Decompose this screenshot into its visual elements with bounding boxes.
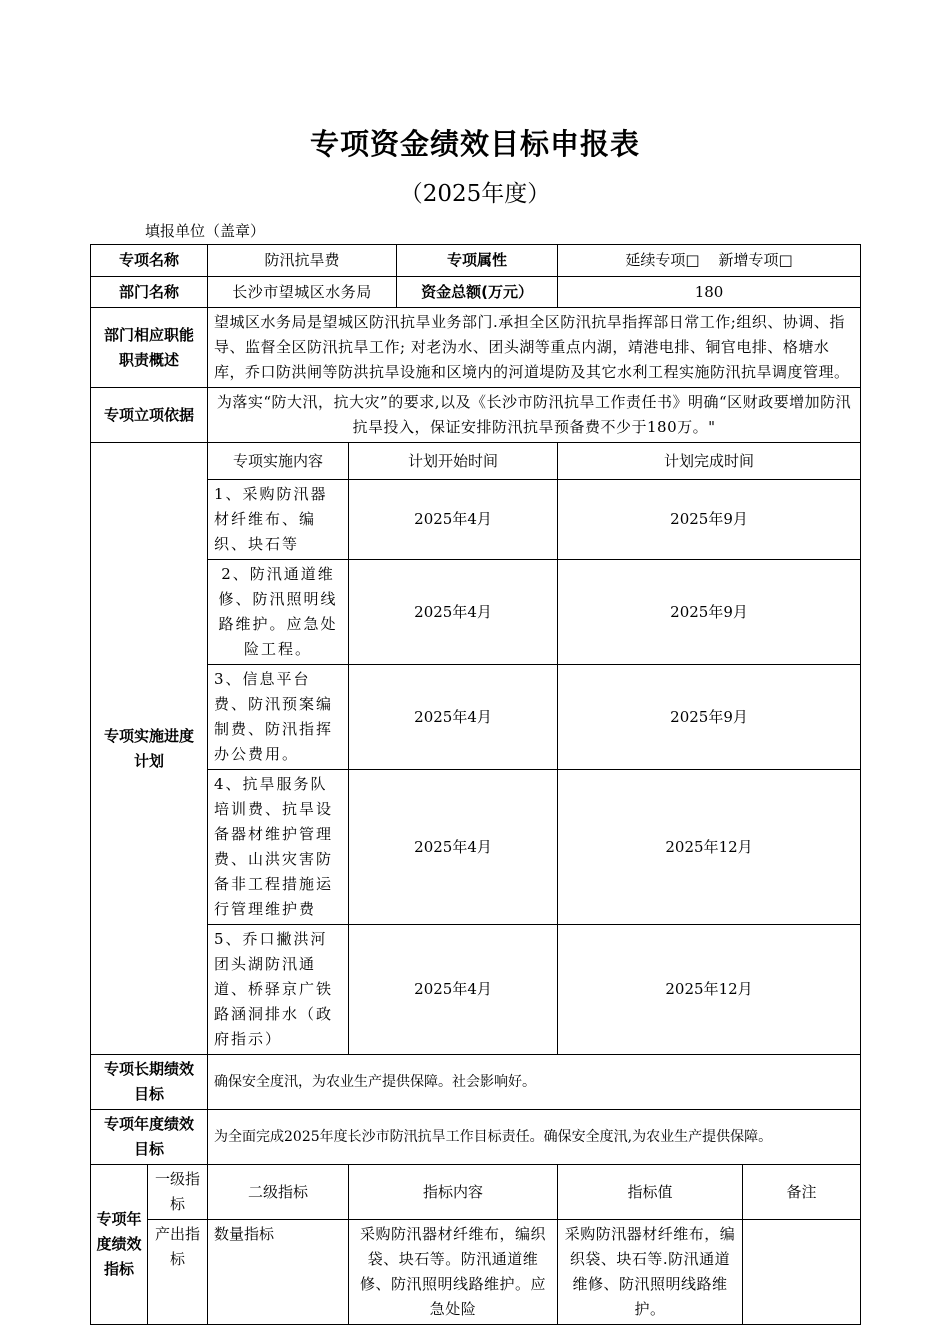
long-goal-label: 专项长期绩效目标 (91, 1055, 208, 1110)
schedule-header-end: 计划完成时间 (558, 443, 861, 480)
indicator-label: 专项年度绩效指标 (91, 1165, 148, 1325)
long-goal-row (91, 1055, 861, 1110)
annual-goal-row (91, 1110, 861, 1165)
department-value: 长沙市望城区水务局 (208, 277, 397, 308)
duty-label: 部门相应职能职责概述 (91, 308, 208, 388)
annual-goal-text: 为全面完成2025年度长沙市防汛抗旱工作目标责任。确保安全度汛,为农业生产提供保障。 (208, 1110, 861, 1165)
duty-row (91, 308, 861, 388)
indicator-header-level2: 二级指标 (208, 1165, 349, 1220)
department-label: 部门名称 (91, 277, 208, 308)
department-row (91, 277, 861, 308)
schedule-start: 2025年4月 (349, 770, 558, 925)
schedule-start: 2025年4月 (349, 480, 558, 560)
project-attribute-label: 专项属性 (397, 245, 558, 277)
schedule-header-content: 专项实施内容 (208, 443, 349, 480)
schedule-content: 3、信息平台费、防汛预案编制费、防汛指挥办公费用。 (208, 665, 349, 770)
performance-target-table (90, 244, 861, 1325)
project-name-label: 专项名称 (91, 245, 208, 277)
indicator-header-level1: 一级指标 (148, 1165, 208, 1220)
indicator-note (743, 1220, 861, 1325)
basis-row (91, 388, 861, 443)
schedule-end: 2025年9月 (558, 665, 861, 770)
schedule-header-row (91, 443, 861, 480)
indicator-value: 采购防汛器材纤维布，编织袋、块石等.防汛通道维修、防汛照明线路维护。 (558, 1220, 743, 1325)
indicator-row (91, 1220, 861, 1325)
schedule-end: 2025年9月 (558, 480, 861, 560)
schedule-end: 2025年9月 (558, 560, 861, 665)
indicator-header-content: 指标内容 (349, 1165, 558, 1220)
schedule-content: 5、乔口撇洪河团头湖防汛通道、桥驿京广铁路涵洞排水（政府指示） (208, 925, 349, 1055)
year-subtitle: （2025年度） (399, 181, 551, 207)
project-name-value: 防汛抗旱费 (208, 245, 397, 277)
indicator-level2: 数量指标 (208, 1220, 349, 1325)
schedule-end: 2025年12月 (558, 925, 861, 1055)
indicator-header-row (91, 1165, 861, 1220)
project-attribute-value: 延续专项□ 新增专项□ (558, 245, 861, 277)
schedule-end: 2025年12月 (558, 770, 861, 925)
duty-text: 望城区水务局是望城区防汛抗旱业务部门.承担全区防汛抗旱指挥部日常工作;组织、协调、指导、监督全区防汛抗旱工作; 对老沩水、团头湖等重点内湖，靖港电排、铜官电排、格塘水库，乔口防洪闸等防洪抗旱设施和区境内的河道堤防及其它水利工程实施防汛抗旱调度管理。 (208, 308, 861, 388)
page-title: 专项资金绩效目标申报表 (309, 127, 640, 161)
fund-total-value: 180 (558, 277, 861, 308)
indicator-header-note: 备注 (743, 1165, 861, 1220)
basis-text: 为落实“防大汛，抗大灾”的要求,以及《长沙市防汛抗旱工作责任书》明确“区财政要增加防汛抗旱投入，保证安排防汛抗旱预备费不少于180万。" (208, 388, 861, 443)
project-row (91, 245, 861, 277)
filling-unit-label: 填报单位（盖章） (145, 222, 266, 240)
schedule-start: 2025年4月 (349, 925, 558, 1055)
schedule-header-start: 计划开始时间 (349, 443, 558, 480)
schedule-label: 专项实施进度计划 (91, 443, 208, 1055)
indicator-content: 采购防汛器材纤维布，编织袋、块石等。防汛通道维修、防汛照明线路维护。应急处险 (349, 1220, 558, 1325)
schedule-start: 2025年4月 (349, 665, 558, 770)
long-goal-text: 确保安全度汛，为农业生产提供保障。社会影响好。 (208, 1055, 861, 1110)
schedule-content: 2、防汛通道维修、防汛照明线路维护。应急处险工程。 (208, 560, 349, 665)
schedule-content: 4、抗旱服务队培训费、抗旱设备器材维护管理费、山洪灾害防备非工程措施运行管理维护费 (208, 770, 349, 925)
annual-goal-label: 专项年度绩效目标 (91, 1110, 208, 1165)
schedule-content: 1、采购防汛器材纤维布、编织、块石等 (208, 480, 349, 560)
basis-label: 专项立项依据 (91, 388, 208, 443)
indicator-header-value: 指标值 (558, 1165, 743, 1220)
fund-total-label: 资金总额(万元） (397, 277, 558, 308)
schedule-start: 2025年4月 (349, 560, 558, 665)
indicator-level1: 产出指标 (148, 1220, 208, 1325)
